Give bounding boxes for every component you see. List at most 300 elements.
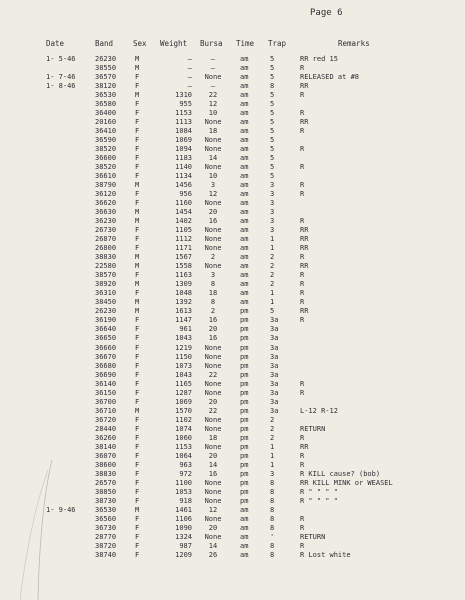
cell-bursa: None [204, 235, 222, 244]
table-row [0, 208, 465, 217]
cell-bursa: None [204, 163, 222, 172]
table-row [0, 181, 465, 190]
cell-weight: 1392 [175, 298, 192, 307]
cell-weight: 1209 [175, 550, 192, 559]
cell-time: am [240, 181, 249, 190]
cell-time: am [240, 91, 249, 100]
table-row [0, 425, 465, 434]
cell-bursa: 18 [208, 127, 218, 136]
cell-trap: 5 [270, 172, 275, 181]
cell-trap: 1 [270, 244, 275, 253]
cell-time: am [240, 172, 249, 181]
cell-time: pm [240, 478, 249, 487]
cell-bursa: None [204, 262, 222, 271]
cell-weight: 1150 [175, 352, 192, 361]
cell-time: pm [240, 379, 249, 388]
cell-weight: 1219 [175, 343, 192, 352]
cell-trap: 5 [270, 163, 275, 172]
cell-sex: M [135, 208, 140, 217]
cell-remarks: R [300, 433, 305, 442]
table-row [0, 344, 465, 353]
cell-trap: 2 [270, 271, 275, 280]
cell-bursa: 10 [208, 109, 218, 118]
cell-time: am [240, 73, 249, 82]
table-row [0, 389, 465, 398]
cell-sex: F [135, 118, 140, 127]
cell-bursa: None [204, 496, 222, 505]
cell-weight: 1043 [175, 334, 192, 343]
cell-sex: F [135, 424, 140, 433]
cell-trap: 1 [270, 298, 275, 307]
cell-remarks: R KILL cause? (bob) [300, 469, 381, 478]
table-row [0, 316, 465, 325]
header-bursa: Bursa [200, 39, 223, 48]
cell-trap: 8 [270, 496, 275, 505]
cell-remarks: R [300, 460, 305, 469]
cell-sex: F [135, 379, 140, 388]
table-row [0, 244, 465, 253]
cell-band: 38830 [95, 253, 117, 262]
cell-bursa: 20 [208, 325, 218, 334]
cell-remarks: R [300, 253, 305, 262]
cell-sex: F [135, 415, 140, 424]
cell-band: 36670 [95, 352, 117, 361]
cell-band: 38850 [95, 487, 117, 496]
cell-trap: 8 [270, 505, 275, 514]
header-weight: Weight [160, 39, 188, 48]
table-row [0, 307, 465, 316]
cell-time: am [240, 280, 249, 289]
cell-trap: 3 [270, 208, 275, 217]
cell-remarks: RR KILL MINK or WEASEL [300, 478, 393, 487]
cell-band: 36730 [95, 523, 117, 532]
cell-band: 26570 [95, 478, 117, 487]
cell-bursa: None [204, 361, 222, 370]
cell-band: 36690 [95, 370, 117, 379]
table-row [0, 262, 465, 271]
cell-time: pm [240, 343, 249, 352]
cell-weight: 1113 [175, 118, 192, 127]
cell-sex: F [135, 136, 140, 145]
cell-sex: F [135, 361, 140, 370]
cell-time: am [240, 271, 249, 280]
cell-remarks: R Lost white [300, 550, 351, 559]
table-row [0, 163, 465, 172]
table-row [0, 515, 465, 524]
cell-trap: 3 [270, 226, 275, 235]
cell-remarks: R [300, 109, 305, 118]
cell-remarks: R [300, 127, 305, 136]
cell-remarks: R [300, 514, 305, 523]
cell-bursa: None [204, 73, 222, 82]
table-row [0, 64, 465, 73]
cell-time: pm [240, 334, 249, 343]
cell-remarks: R [300, 298, 305, 307]
cell-sex: F [135, 352, 140, 361]
cell-sex: F [135, 460, 140, 469]
table-row [0, 235, 465, 244]
cell-band: 38450 [95, 298, 117, 307]
cell-date: 1- 7-46 [46, 73, 76, 82]
cell-trap: 5 [270, 100, 275, 109]
cell-date: 1- 5-46 [46, 55, 76, 63]
cell-trap: 5 [270, 109, 275, 118]
cell-bursa: 20 [208, 397, 218, 406]
table-row [0, 127, 465, 136]
table-row [0, 407, 465, 416]
cell-sex: M [135, 262, 140, 271]
cell-trap: 3a [270, 325, 279, 334]
cell-sex: F [135, 100, 140, 109]
cell-sex: F [135, 343, 140, 352]
cell-sex: F [135, 541, 140, 550]
cell-sex: M [135, 64, 140, 73]
cell-sex: F [135, 163, 140, 172]
cell-time: am [240, 514, 249, 523]
header-remarks: Remarks [338, 39, 370, 48]
cell-sex: F [135, 325, 140, 334]
cell-weight: 1324 [175, 532, 192, 541]
table-row [0, 353, 465, 362]
cell-trap: 8 [270, 82, 275, 91]
cell-trap: 3a [270, 397, 279, 406]
cell-bursa: None [204, 136, 222, 145]
cell-band: 36660 [95, 343, 117, 352]
cell-weight: 1094 [175, 145, 192, 154]
cell-remarks: R [300, 190, 305, 199]
cell-trap: 3a [270, 379, 279, 388]
table-row [0, 154, 465, 163]
cell-trap: 3a [270, 334, 279, 343]
cell-bursa: None [204, 424, 222, 433]
cell-bursa: None [204, 226, 222, 235]
cell-trap: 3 [270, 469, 275, 478]
cell-trap: 5 [270, 73, 275, 82]
table-row [0, 470, 465, 479]
cell-bursa: — [210, 82, 216, 91]
cell-band: 28770 [95, 532, 117, 541]
cell-trap: 3a [270, 406, 279, 415]
cell-band: 38570 [95, 271, 117, 280]
cell-bursa: 20 [208, 523, 218, 532]
cell-remarks: R [300, 388, 305, 397]
cell-trap: 3a [270, 361, 279, 370]
cell-time: am [240, 154, 249, 163]
cell-trap: 8 [270, 487, 275, 496]
cell-weight: 1106 [175, 514, 192, 523]
table-row [0, 100, 465, 109]
cell-trap: 5 [270, 55, 275, 63]
cell-sex: F [135, 235, 140, 244]
cell-band: 36310 [95, 289, 117, 298]
cell-weight: 1043 [175, 370, 192, 379]
cell-remarks: R [300, 217, 305, 226]
cell-band: 38520 [95, 163, 117, 172]
cell-bursa: None [204, 145, 222, 154]
cell-band: 38830 [95, 469, 117, 478]
cell-remarks: RR [300, 118, 309, 127]
cell-remarks: R " " " " [300, 496, 338, 505]
table-row [0, 533, 465, 542]
cell-remarks: RR [300, 226, 309, 235]
cell-weight: 1160 [175, 199, 192, 208]
cell-band: 36720 [95, 415, 117, 424]
cell-weight: 1074 [175, 424, 192, 433]
cell-band: 38520 [95, 145, 117, 154]
cell-remarks: R [300, 64, 305, 73]
cell-trap: 3a [270, 352, 279, 361]
table-row [0, 118, 465, 127]
cell-time: am [240, 118, 249, 127]
cell-weight: 1048 [175, 289, 192, 298]
table-row [0, 280, 465, 289]
cell-trap: 5 [270, 136, 275, 145]
cell-bursa: 12 [208, 100, 218, 109]
cell-band: 36410 [95, 127, 117, 136]
cell-weight: 918 [179, 496, 192, 505]
cell-remarks: RR [300, 235, 309, 244]
table-row [0, 551, 465, 560]
cell-remarks: R [300, 145, 305, 154]
cell-sex: M [135, 91, 140, 100]
cell-time: am [240, 523, 249, 532]
table-row [0, 217, 465, 226]
table-row [0, 380, 465, 389]
cell-sex: F [135, 487, 140, 496]
table-row [0, 524, 465, 533]
cell-trap: 1 [270, 442, 275, 451]
cell-bursa: 16 [208, 469, 218, 478]
cell-bursa: None [204, 118, 222, 127]
cell-time: am [240, 208, 249, 217]
cell-trap: 2 [270, 253, 275, 262]
cell-weight: 1461 [175, 505, 192, 514]
cell-time: am [240, 190, 249, 199]
cell-bursa: None [204, 478, 222, 487]
cell-time: am [240, 100, 249, 109]
cell-weight: — [187, 73, 192, 82]
cell-time: am [240, 505, 249, 514]
cell-trap: 8 [270, 541, 275, 550]
cell-bursa: 14 [208, 460, 218, 469]
cell-band: 38720 [95, 541, 117, 550]
header-date: Date [46, 39, 65, 48]
cell-band: 36190 [95, 316, 117, 325]
table-row [0, 443, 465, 452]
cell-trap: 2 [270, 262, 275, 271]
cell-bursa: — [210, 64, 216, 73]
cell-weight: 1064 [175, 451, 192, 460]
table-row [0, 136, 465, 145]
table-row [0, 434, 465, 443]
cell-sex: F [135, 370, 140, 379]
cell-bursa: None [204, 343, 222, 352]
cell-band: 38140 [95, 442, 117, 451]
cell-band: 36680 [95, 361, 117, 370]
table-row [0, 416, 465, 425]
cell-band: 36640 [95, 325, 117, 334]
cell-sex: M [135, 505, 140, 514]
cell-remarks: L-12 R-12 [300, 406, 338, 415]
cell-weight: 1102 [175, 415, 192, 424]
table-row [0, 461, 465, 470]
cell-bursa: 12 [208, 190, 218, 199]
cell-weight: 956 [179, 190, 192, 199]
cell-sex: M [135, 307, 140, 316]
cell-time: am [240, 532, 249, 541]
cell-trap: 5 [270, 154, 275, 163]
cell-bursa: 26 [208, 550, 218, 559]
table-row [0, 325, 465, 334]
cell-remarks: R " " " " [300, 487, 338, 496]
cell-trap: 3 [270, 181, 275, 190]
table-row [0, 362, 465, 371]
table-row [0, 91, 465, 100]
cell-weight: 1100 [175, 478, 192, 487]
cell-sex: F [135, 199, 140, 208]
cell-weight: 1165 [175, 379, 192, 388]
cell-weight: 1456 [175, 181, 192, 190]
cell-bursa: 3 [210, 181, 216, 190]
cell-weight: 1310 [175, 91, 192, 100]
cell-sex: M [135, 217, 140, 226]
cell-trap: 1 [270, 289, 275, 298]
cell-sex: F [135, 316, 140, 325]
cell-bursa: 8 [210, 298, 216, 307]
cell-band: 22580 [95, 262, 117, 271]
cell-band: 26730 [95, 226, 117, 235]
cell-time: pm [240, 307, 249, 316]
record-table [0, 55, 465, 560]
table-row [0, 82, 465, 91]
cell-band: 26870 [95, 235, 117, 244]
cell-weight: 1402 [175, 217, 192, 226]
cell-weight: 963 [179, 460, 192, 469]
cell-weight: 1147 [175, 316, 192, 325]
cell-time: am [240, 127, 249, 136]
cell-time: am [240, 298, 249, 307]
cell-time: pm [240, 469, 249, 478]
cell-sex: F [135, 226, 140, 235]
cell-band: 36150 [95, 388, 117, 397]
cell-weight: 1558 [175, 262, 192, 271]
cell-remarks: R [300, 541, 305, 550]
cell-time: am [240, 217, 249, 226]
cell-sex: F [135, 334, 140, 343]
cell-remarks: R [300, 280, 305, 289]
table-row [0, 506, 465, 515]
cell-date: 1- 8-46 [46, 82, 76, 91]
cell-bursa: None [204, 352, 222, 361]
cell-sex: M [135, 181, 140, 190]
cell-remarks: RR [300, 82, 309, 91]
cell-band: 38550 [95, 64, 117, 73]
table-row [0, 334, 465, 343]
cell-time: am [240, 109, 249, 118]
cell-band: 36600 [95, 154, 117, 163]
cell-trap: 5 [270, 91, 275, 100]
cell-weight: 1069 [175, 136, 192, 145]
cell-weight: 1309 [175, 280, 192, 289]
cell-sex: F [135, 82, 140, 91]
cell-time: am [240, 226, 249, 235]
cell-time: am [240, 244, 249, 253]
cell-remarks: R [300, 379, 305, 388]
cell-trap: 8 [270, 550, 275, 559]
cell-trap: 5 [270, 145, 275, 154]
table-row [0, 55, 465, 64]
cell-bursa: 16 [208, 316, 218, 325]
cell-time: pm [240, 496, 249, 505]
cell-weight: 1060 [175, 433, 192, 442]
cell-sex: F [135, 451, 140, 460]
table-row [0, 73, 465, 82]
cell-bursa: 18 [208, 433, 218, 442]
cell-bursa: 14 [208, 154, 218, 163]
cell-band: 36530 [95, 91, 117, 100]
cell-weight: 1073 [175, 361, 192, 370]
cell-sex: F [135, 442, 140, 451]
table-row [0, 172, 465, 181]
cell-time: pm [240, 325, 249, 334]
cell-band: 38740 [95, 550, 117, 559]
cell-sex: M [135, 253, 140, 262]
cell-weight: 1112 [175, 235, 192, 244]
cell-trap: 5 [270, 118, 275, 127]
cell-band: 38600 [95, 460, 117, 469]
cell-band: 36120 [95, 190, 117, 199]
cell-time: pm [240, 487, 249, 496]
cell-weight: 987 [179, 541, 192, 550]
cell-band: 36650 [95, 334, 117, 343]
cell-bursa: 8 [210, 280, 216, 289]
cell-band: 26230 [95, 55, 117, 63]
cell-band: 26800 [95, 244, 117, 253]
cell-bursa: None [204, 514, 222, 523]
table-row [0, 226, 465, 235]
cell-sex: F [135, 478, 140, 487]
cell-sex: F [135, 397, 140, 406]
table-row [0, 289, 465, 298]
cell-band: 38790 [95, 181, 117, 190]
cell-bursa: 20 [208, 208, 218, 217]
cell-band: 38120 [95, 82, 117, 91]
cell-bursa: 16 [208, 334, 218, 343]
cell-weight: 1183 [175, 154, 192, 163]
cell-weight: 1084 [175, 127, 192, 136]
cell-band: 36260 [95, 433, 117, 442]
cell-band: 36620 [95, 199, 117, 208]
cell-time: am [240, 262, 249, 271]
cell-remarks: R [300, 181, 305, 190]
cell-bursa: 10 [208, 172, 218, 181]
table-row [0, 488, 465, 497]
cell-time: pm [240, 406, 249, 415]
cell-remarks: R [300, 451, 305, 460]
cell-sex: F [135, 190, 140, 199]
cell-weight: 1613 [175, 307, 192, 316]
cell-sex: F [135, 154, 140, 163]
cell-trap: 3 [270, 217, 275, 226]
cell-band: 36530 [95, 505, 117, 514]
cell-weight: 1570 [175, 406, 192, 415]
cell-remarks: R [300, 163, 305, 172]
cell-bursa: None [204, 388, 222, 397]
cell-time: am [240, 145, 249, 154]
cell-band: 36140 [95, 379, 117, 388]
table-row [0, 398, 465, 407]
cell-bursa: None [204, 442, 222, 451]
